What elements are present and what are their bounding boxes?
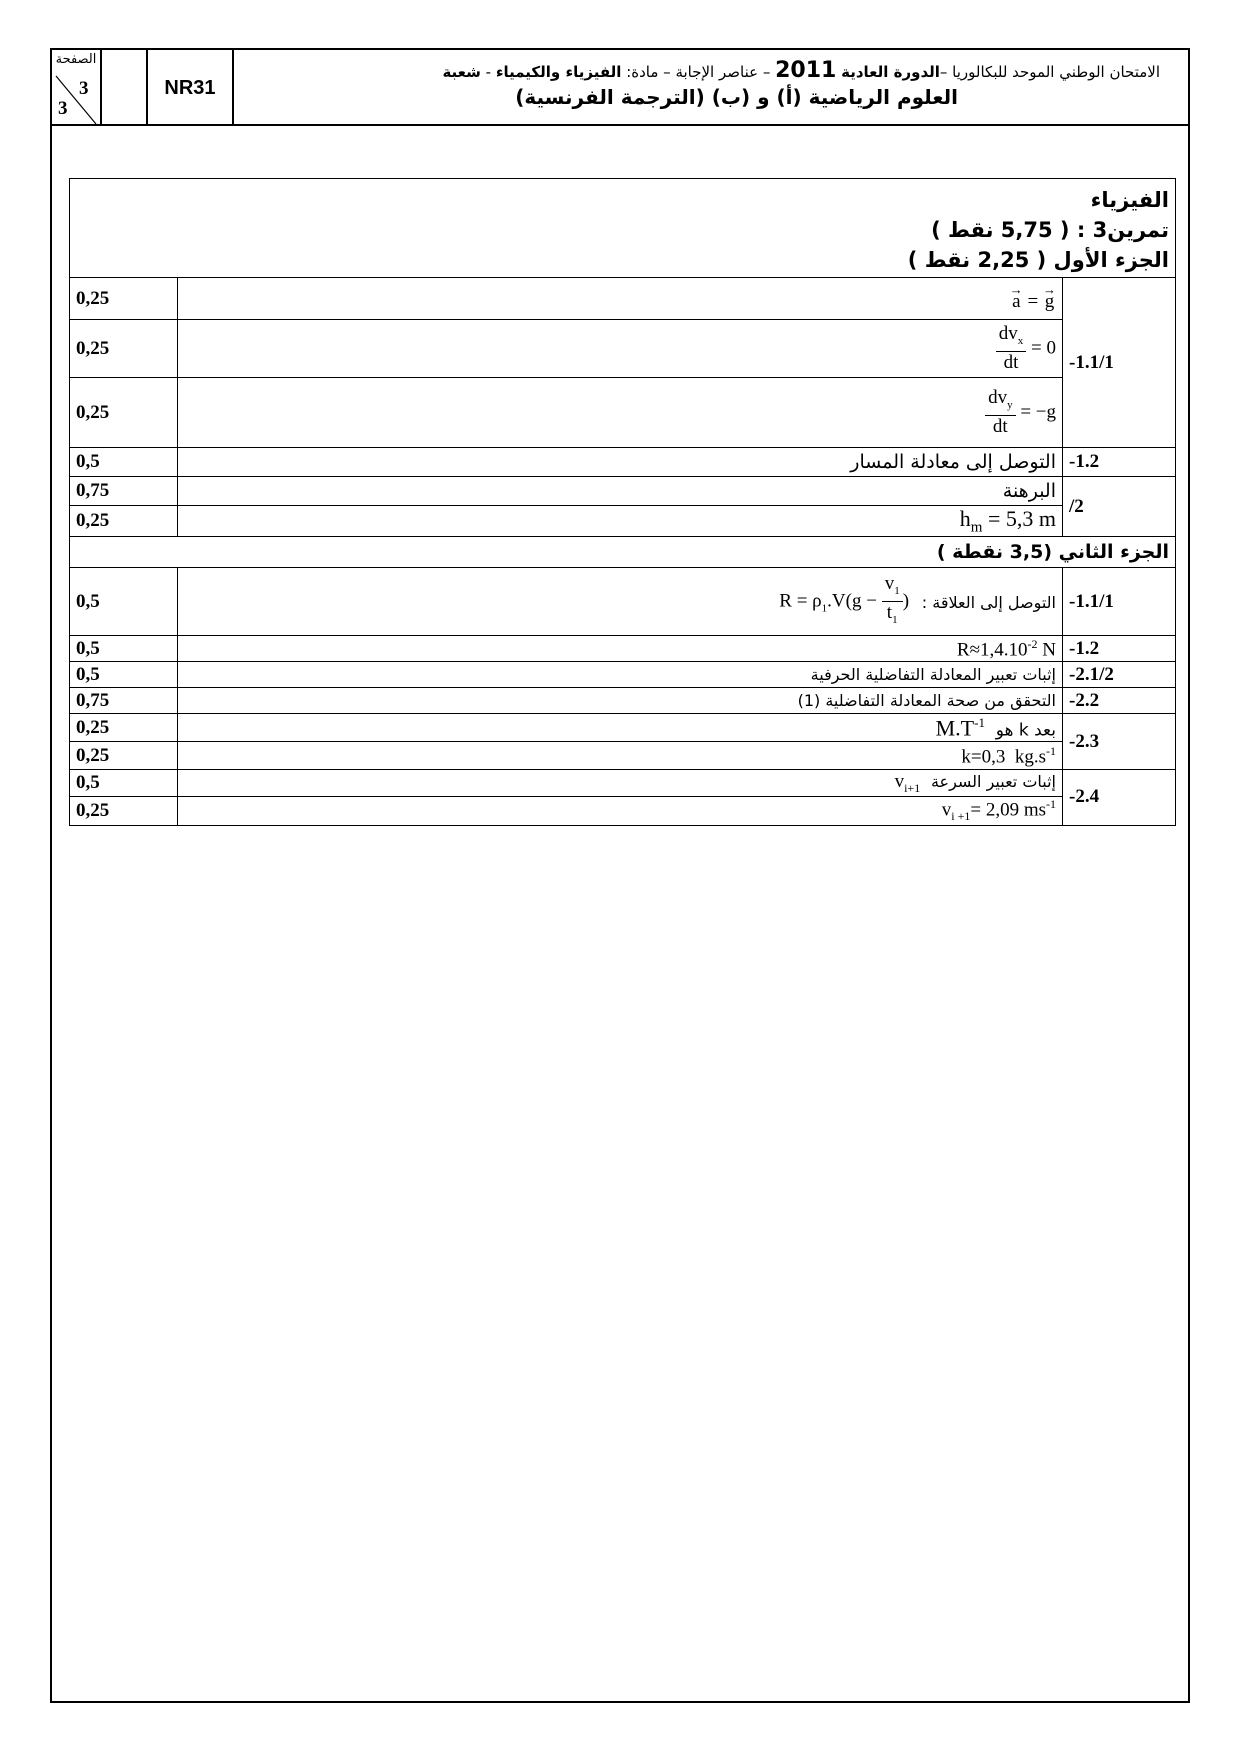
- answer-cell: [178, 742, 1063, 770]
- section-header-cell: [70, 179, 1176, 278]
- section-header-row: [70, 179, 1176, 278]
- points-cell: 0,5: [70, 448, 178, 477]
- page-frame: [50, 48, 1190, 1703]
- subject-code: NR31: [146, 50, 234, 126]
- table-row: [70, 688, 1176, 714]
- answer-cell: [178, 378, 1063, 448]
- points-cell: 0,5: [70, 568, 178, 636]
- header-year: 2011: [775, 58, 837, 83]
- answer-text: بعد k هو: [995, 720, 1056, 741]
- page-number: 3: [79, 78, 89, 99]
- answer-cell: إثبات تعبير المعادلة التفاضلية الحرفية: [178, 662, 1063, 688]
- table-row: [70, 320, 1176, 378]
- points-cell: 0,25: [70, 278, 178, 320]
- part2-header-row: [70, 537, 1176, 568]
- answer-cell: التوصل إلى معادلة المسار: [178, 448, 1063, 477]
- question-number: -1.2: [1063, 448, 1176, 477]
- acceleration-equation: → a = → g: [1009, 282, 1056, 312]
- header-line-1: [442, 58, 1160, 83]
- table-row: [70, 742, 1176, 770]
- header-answer-elements: – عناصر الإجابة – مادة:: [621, 63, 776, 81]
- page-label: الصفحة: [55, 52, 97, 67]
- question-number: /2: [1063, 477, 1176, 537]
- table-row: [70, 636, 1176, 662]
- table-row: [70, 770, 1176, 797]
- answer-table: [69, 178, 1176, 826]
- table-row: [70, 797, 1176, 825]
- question-number: -2.1/2: [1063, 662, 1176, 688]
- points-cell: 0,75: [70, 688, 178, 714]
- table-row: [70, 378, 1176, 448]
- question-number: -2.2: [1063, 688, 1176, 714]
- velocity-value: $v_{i +1}= 2,09$ $ms^{-1}$: [941, 797, 1056, 824]
- resistance-formula: $R = \rho_1.V(g$ − $\frac{v_1}{t_1}$ ): [779, 572, 910, 627]
- points-cell: 0,25: [70, 378, 178, 448]
- subject-title: الفيزياء: [1090, 188, 1169, 212]
- table-row: [70, 714, 1176, 742]
- max-height-value: $h_m = 5,3$ m: [959, 506, 1056, 536]
- table-row: [70, 477, 1176, 506]
- k-value: k=0,3 $kg.s^{-1}$: [961, 743, 1056, 768]
- header-line-2: العلوم الرياضية (أ) و (ب) (الترجمة الفرنسية): [515, 85, 958, 109]
- answer-cell: التحقق من صحة المعادلة التفاضلية (1): [178, 688, 1063, 714]
- points-cell: 0,25: [70, 714, 178, 742]
- answer-cell: البرهنة: [178, 477, 1063, 506]
- table-row: [70, 506, 1176, 537]
- points-cell: 0,5: [70, 770, 178, 797]
- points-cell: 0,25: [70, 797, 178, 825]
- answer-text: إثبات تعبير السرعة: [930, 771, 1056, 791]
- dimension-value: $M.T^{-1}$: [935, 714, 985, 741]
- table-row: [70, 662, 1176, 688]
- answer-cell: [178, 506, 1063, 537]
- part1-title: الجزء الأول ( 2,25 نقط ): [907, 248, 1169, 272]
- table-row: [70, 448, 1176, 477]
- points-cell: 0,25: [70, 742, 178, 770]
- header-separator: -: [480, 63, 496, 81]
- table-row: [70, 568, 1176, 636]
- header-subject: الفيزياء والكيمياء: [495, 63, 622, 81]
- answer-cell: [178, 320, 1063, 378]
- velocity-symbol: $v_{i+1}$: [894, 770, 921, 795]
- points-cell: 0,5: [70, 662, 178, 688]
- answer-cell: [178, 714, 1063, 742]
- exam-header: [52, 50, 1188, 126]
- header-exam-name: الامتحان الوطني الموحد للبكالوريا –: [939, 63, 1160, 81]
- answer-cell: [178, 797, 1063, 825]
- question-number: -1.2: [1063, 636, 1176, 662]
- points-cell: 0,5: [70, 636, 178, 662]
- question-number: -1.1/1: [1063, 278, 1176, 448]
- vy-derivative-equation: $\frac{dv_y}{dt}$ = −g: [985, 387, 1056, 439]
- question-number: -2.3: [1063, 714, 1176, 770]
- answer-cell: [178, 278, 1063, 320]
- answer-cell: [178, 568, 1063, 636]
- points-cell: 0,25: [70, 320, 178, 378]
- answer-text: التوصل إلى العلاقة :: [921, 592, 1056, 612]
- answer-cell: [178, 636, 1063, 662]
- points-cell: 0,25: [70, 506, 178, 537]
- page-number-box: [52, 50, 102, 126]
- page-total: 3: [58, 98, 68, 119]
- header-session: الدورة العادية: [841, 63, 940, 81]
- vx-derivative-equation: $\frac{dv_x}{dt}$ = 0: [996, 323, 1056, 375]
- part2-title: الجزء الثاني (3,5 نقطة ): [70, 537, 1176, 568]
- header-stream-label: شعبة: [442, 63, 481, 81]
- exercise-title: تمرين3 : ( 5,75 نقط ): [931, 218, 1169, 242]
- question-number: -1.1/1: [1063, 568, 1176, 636]
- question-number: -2.4: [1063, 770, 1176, 825]
- table-row: [70, 278, 1176, 320]
- points-cell: 0,75: [70, 477, 178, 506]
- resistance-value: $R\approx 1,4.10^{-2}$ N: [956, 636, 1056, 661]
- answer-cell: [178, 770, 1063, 797]
